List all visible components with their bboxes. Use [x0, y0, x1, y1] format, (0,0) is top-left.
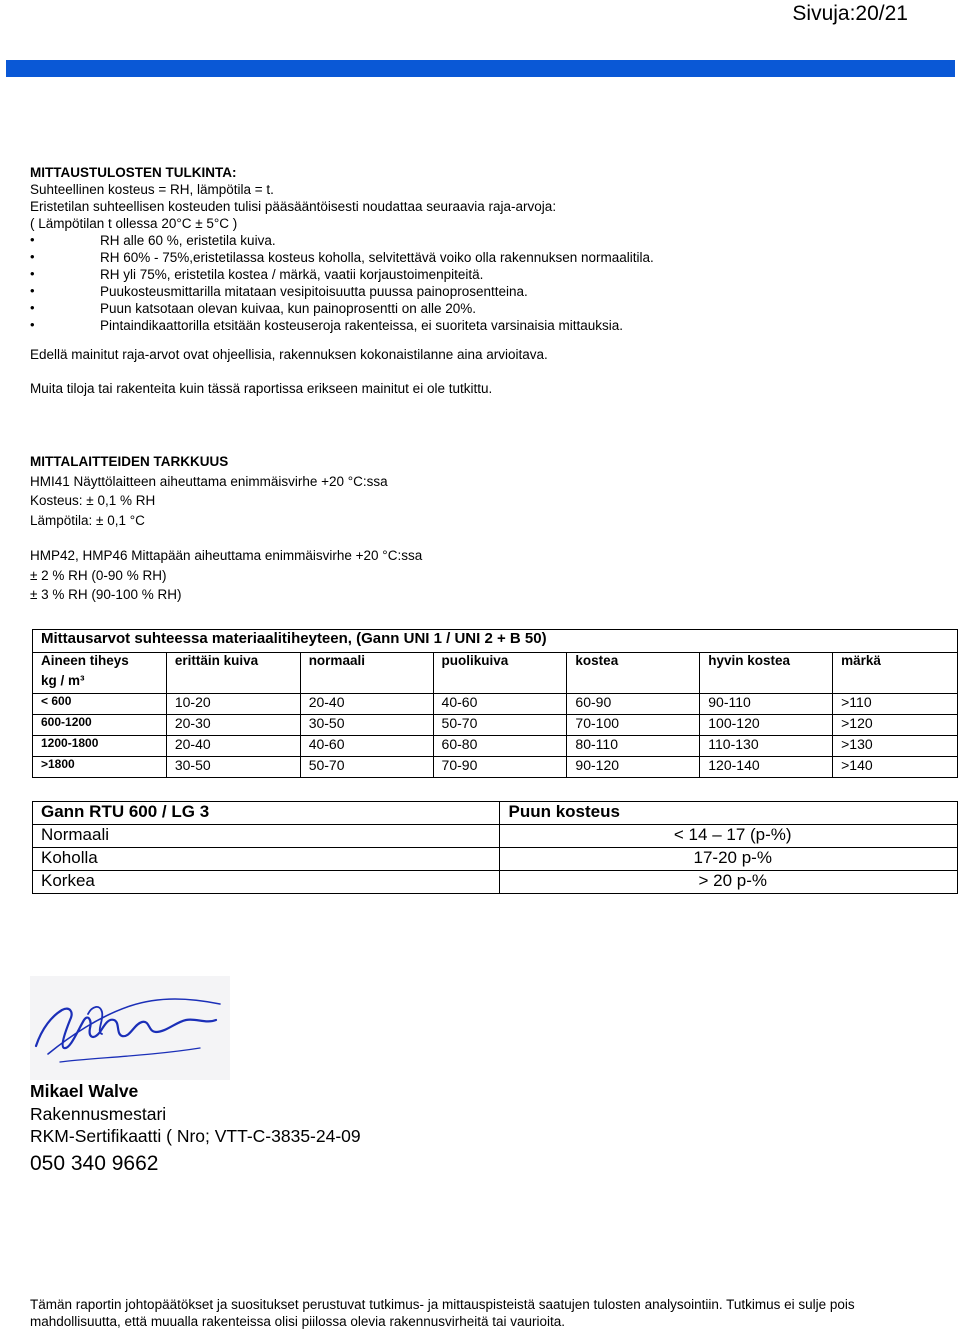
row-label: >1800	[33, 757, 167, 778]
table-cell: 40-60	[300, 736, 433, 757]
density-table-title-row	[33, 630, 958, 653]
bullet-text: RH alle 60 %, eristetila kuiva.	[100, 233, 276, 248]
header-bar	[6, 60, 955, 77]
bullet-icon: •	[30, 317, 35, 332]
table-cell: 17-20 p-%	[500, 848, 958, 871]
table-cell: 70-90	[433, 757, 567, 778]
table-cell: 30-50	[300, 715, 433, 736]
wood-moisture-table	[32, 801, 958, 894]
density-header-unit: kg / m³	[33, 673, 167, 694]
table-row	[33, 694, 958, 715]
table-cell: 90-110	[700, 694, 833, 715]
hmi-accuracy-line: HMI41 Näyttölaitteen aiheuttama enimmäisvirhe +20 °C:ssa	[30, 473, 388, 489]
table-cell: 10-20	[166, 694, 300, 715]
wood-table-header-right: Puun kosteus	[500, 802, 958, 825]
page-number: Sivuja:20/21	[792, 2, 908, 25]
table-cell: 50-70	[433, 715, 567, 736]
interpretation-line-1: Suhteellinen kosteus = RH, lämpötila = t.	[30, 182, 274, 197]
temperature-accuracy: Lämpötila: ± 0,1 °C	[30, 512, 145, 528]
density-table-header-row	[33, 653, 958, 674]
bullet-item	[30, 266, 930, 283]
table-cell: >140	[833, 757, 958, 778]
wood-table-header-left: Gann RTU 600 / LG 3	[33, 802, 500, 825]
bullet-item	[30, 249, 930, 266]
signer-block	[30, 1080, 361, 1178]
table-cell: 90-120	[567, 757, 700, 778]
accuracy-title: MITTALAITTEIDEN TARKKUUS	[30, 454, 229, 469]
interpretation-line-3: ( Lämpötilan t ollessa 20°C ± 5°C )	[30, 216, 238, 231]
table-cell: 50-70	[300, 757, 433, 778]
interpretation-title: MITTAUSTULOSTEN TULKINTA:	[30, 165, 237, 180]
bullet-item	[30, 232, 930, 249]
table-cell: > 20 p-%	[500, 871, 958, 894]
table-cell: >120	[833, 715, 958, 736]
table-cell: >130	[833, 736, 958, 757]
column-header: märkä	[833, 653, 958, 694]
row-label: 600-1200	[33, 715, 167, 736]
bullet-text: Puun katsotaan olevan kuivaa, kun painoprosentti on alle 20%.	[100, 301, 477, 316]
table-row	[33, 736, 958, 757]
bullet-text: RH 60% - 75%,eristetilassa kosteus koholla, selvitettävä voiko olla rakennuksen normaalitila.	[100, 250, 654, 265]
table-row	[33, 715, 958, 736]
bullet-item	[30, 300, 930, 317]
bullet-icon: •	[30, 283, 35, 298]
table-cell: 20-40	[300, 694, 433, 715]
bullet-icon: •	[30, 300, 35, 315]
bullet-item	[30, 317, 930, 334]
wood-table-header-row	[33, 802, 958, 825]
bullet-icon: •	[30, 249, 35, 264]
bullet-text: RH yli 75%, eristetila kostea / märkä, vaatii korjaustoimenpiteitä.	[100, 267, 484, 282]
signature-image	[30, 976, 230, 1080]
column-header: normaali	[300, 653, 433, 694]
table-cell: 110-130	[700, 736, 833, 757]
table-cell: 60-90	[567, 694, 700, 715]
bullet-icon: •	[30, 232, 35, 247]
interpretation-note-2: Muita tiloja tai rakenteita kuin tässä raportissa erikseen mainitut ei ole tutkittu.	[30, 381, 493, 396]
row-label: Koholla	[33, 848, 500, 871]
table-row	[33, 757, 958, 778]
signer-title: Rakennusmestari	[30, 1103, 167, 1124]
interpretation-note-1: Edellä mainitut raja-arvot ovat ohjeellisia, rakennuksen kokonaistilanne aina arvioitava.	[30, 347, 548, 362]
table-cell: 20-40	[166, 736, 300, 757]
table-cell: 60-80	[433, 736, 567, 757]
table-row	[33, 825, 958, 848]
table-cell: 120-140	[700, 757, 833, 778]
table-cell: 80-110	[567, 736, 700, 757]
humidity-range-2: ± 3 % RH (90-100 % RH)	[30, 587, 182, 602]
table-cell: >110	[833, 694, 958, 715]
table-row	[33, 848, 958, 871]
table-cell: 70-100	[567, 715, 700, 736]
signer-phone: 050 340 9662	[30, 1151, 159, 1175]
footer-disclaimer: Tämän raportin johtopäätökset ja suositukset perustuvat tutkimus- ja mittauspisteistä saatujen tulosten analysointiin. Tutkimus ei sulje pois mahdollisuutta, että muualla rakenteissa olisi piilossa olevia rakennusvirheitä tai vaurioita.	[30, 1297, 855, 1329]
table-cell: 20-30	[166, 715, 300, 736]
interpretation-section	[30, 164, 930, 397]
bullet-text: Puukosteusmittarilla mitataan vesipitoisuutta puussa painoprosentteina.	[100, 284, 528, 299]
bullet-item	[30, 283, 930, 300]
interpretation-bullet-list	[30, 232, 930, 334]
column-header: hyvin kostea	[700, 653, 833, 694]
column-header: kostea	[567, 653, 700, 694]
bullet-text: Pintaindikaattorilla etsitään kosteuseroja rakenteissa, ei suoriteta varsinaisia mittauksia.	[100, 318, 624, 333]
row-label: 1200-1800	[33, 736, 167, 757]
row-label: Korkea	[33, 871, 500, 894]
table-cell: 100-120	[700, 715, 833, 736]
column-header: puolikuiva	[433, 653, 567, 694]
bullet-icon: •	[30, 266, 35, 281]
table-cell: 40-60	[433, 694, 567, 715]
humidity-accuracy: Kosteus: ± 0,1 % RH	[30, 493, 156, 508]
signer-name: Mikael Walve	[30, 1081, 139, 1101]
interpretation-line-2: Eristetilan suhteellisen kosteuden tulisi pääsääntöisesti noudattaa seuraavia raja-arvoja:	[30, 199, 557, 214]
table-cell: < 14 – 17 (p-%)	[500, 825, 958, 848]
column-header: erittäin kuiva	[166, 653, 300, 694]
row-label: < 600	[33, 694, 167, 715]
hmp-accuracy-line: HMP42, HMP46 Mittapään aiheuttama enimmäisvirhe +20 °C:ssa	[30, 548, 423, 563]
accuracy-section	[30, 452, 930, 605]
humidity-range-1: ± 2 % RH (0-90 % RH)	[30, 567, 167, 583]
table-cell: 30-50	[166, 757, 300, 778]
table-row	[33, 871, 958, 894]
density-header-label: Aineen tiheys	[33, 653, 167, 674]
row-label: Normaali	[33, 825, 500, 848]
signer-certificate: RKM-Sertifikaatti ( Nro; VTT-C-3835-24-09	[30, 1126, 361, 1146]
density-table-title: Mittausarvot suhteessa materiaalitiheyteen, (Gann UNI 1 / UNI 2 + B 50)	[33, 630, 958, 653]
density-table	[32, 629, 958, 778]
